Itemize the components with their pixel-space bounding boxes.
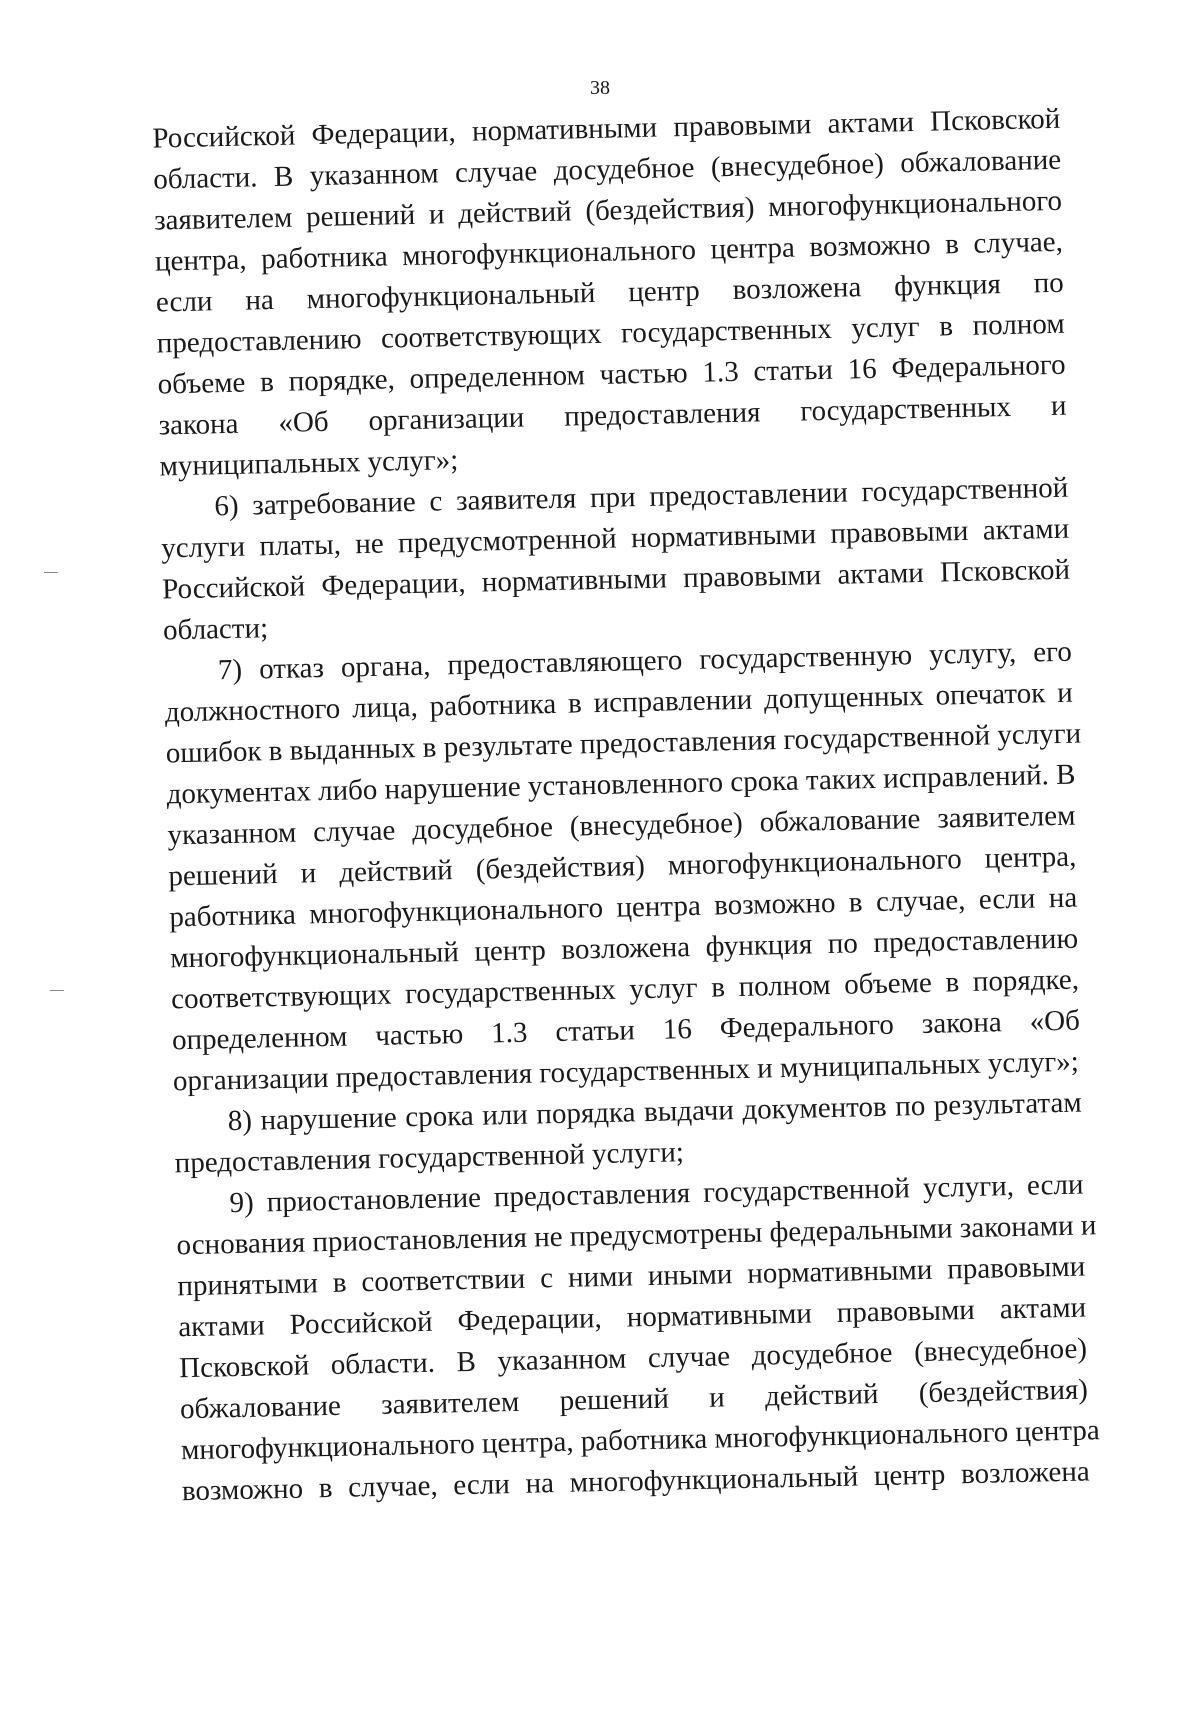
list-item-7: 7) отказ органа, предоставляющего государственную услугу, его — [217, 635, 1073, 687]
text-line: документах либо нарушение установленного срока таких исправлений. В — [166, 758, 1076, 811]
text-line: актами Российской Федерации, нормативными правовыми актами — [177, 1291, 1087, 1344]
text-line: многофункционального центра, работника многофункционального центра — [180, 1414, 1101, 1467]
text-line: принятыми в соответствии с ними иными нормативными правовыми — [177, 1250, 1086, 1303]
text-line: предоставления государственной услуги; — [174, 1136, 685, 1180]
list-item-9: 9) приостановление предоставления государственной услуги, если — [229, 1168, 1084, 1220]
text-line: центра, работника многофункционального центра возможно в случае, — [154, 225, 1064, 278]
margin-mark — [50, 990, 64, 991]
page-number: 38 — [590, 77, 610, 99]
text-line: если на многофункциональный центр возложена функция по — [155, 266, 1065, 319]
text-line: области. В указанном случае досудебное (внесудебное) обжалование — [152, 143, 1062, 196]
text-line: объеме в порядке, определенном частью 1.3 статьи 16 Федерального — [157, 348, 1066, 401]
text-line: закона «Об организации предоставления государственных и — [158, 389, 1067, 442]
text-line: ошибок в выданных в результате предоставления государственной услуги — [165, 717, 1082, 770]
text-line: указанном случае досудебное (внесудебное) обжалование заявителем — [167, 799, 1076, 852]
text-line: Российской Федерации, нормативными правовыми актами Псковской — [161, 553, 1071, 606]
text-line: многофункциональный центр возложена функция по предоставлению — [169, 922, 1079, 975]
text-line: определенном частью 1.3 статьи 16 Федерального закона «Об — [171, 1004, 1081, 1057]
text-line: заявителем решений и действий (бездействия) многофункционального — [153, 184, 1063, 237]
text-line: обжалование заявителем решений и действий (бездействия) — [179, 1373, 1089, 1426]
text-line: работника многофункционального центра возможно в случае, если на — [169, 881, 1078, 934]
text-line: решений и действий (бездействия) многофункционального центра, — [168, 840, 1077, 893]
text-line: возможно в случае, если на многофункциональный центр возложена — [181, 1455, 1091, 1508]
margin-mark — [44, 572, 58, 573]
text-line: организации предоставления государственных и муниципальных услуг»; — [172, 1045, 1080, 1098]
list-item-8: 8) нарушение срока или порядка выдачи документов по результатам — [227, 1086, 1082, 1138]
text-line: услуги платы, не предусмотренной нормативными правовыми актами — [160, 512, 1070, 565]
text-line: области; — [162, 612, 269, 647]
text-line: муниципальных услуг»; — [159, 444, 459, 483]
list-item-6: 6) затребование с заявителя при предоставлении государственной — [214, 471, 1069, 523]
text-line: Псковской области. В указанном случае досудебное (внесудебное) — [178, 1332, 1088, 1385]
text-line: основания приостановления не предусмотрены федеральными законами и — [176, 1209, 1097, 1262]
text-line: должностного лица, работника в исправлении допущенных опечаток и — [164, 676, 1074, 729]
text-line: соответствующих государственных услуг в полном объеме в порядке, — [170, 963, 1080, 1016]
text-line: предоставлению соответствующих государственных услуг в полном — [156, 307, 1065, 360]
text-line: Российской Федерации, нормативными правовыми актами Псковской — [152, 102, 1061, 155]
